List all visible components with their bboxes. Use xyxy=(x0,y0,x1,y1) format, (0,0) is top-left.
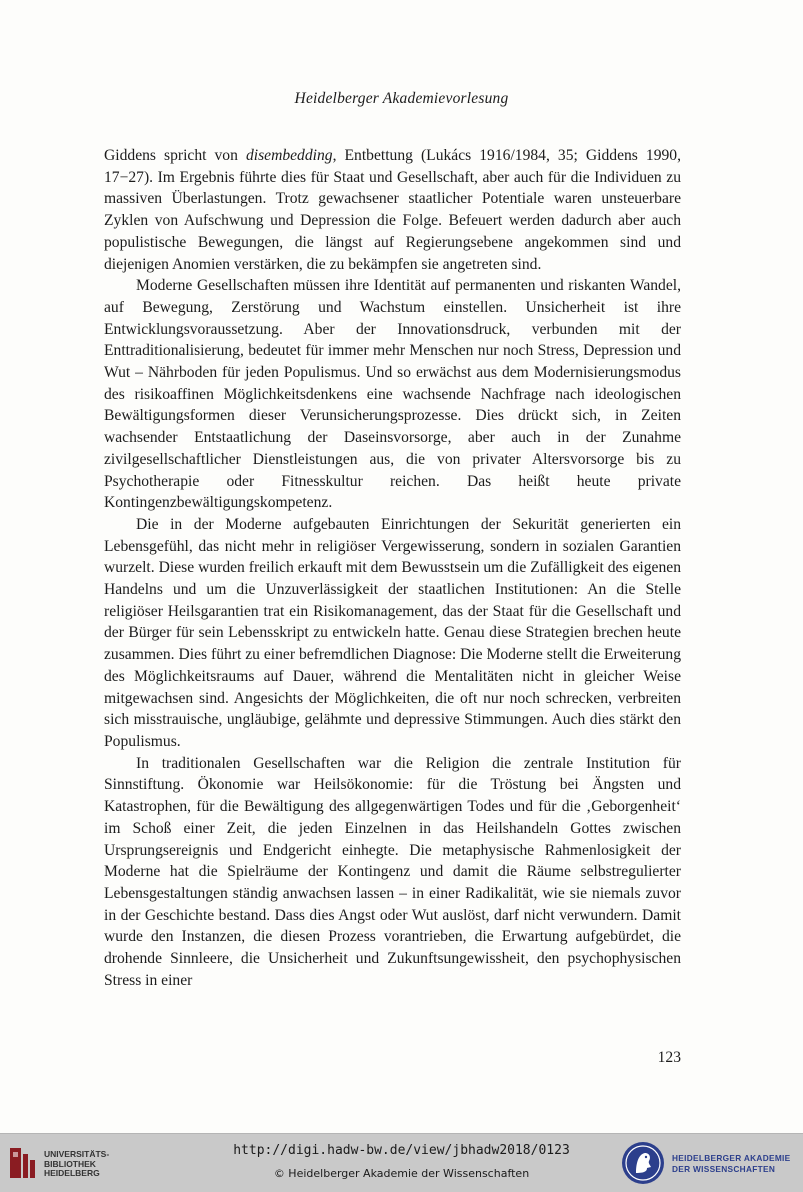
body-paragraph xyxy=(104,275,681,514)
running-head: Heidelberger Akademievorlesung xyxy=(294,90,509,107)
academy-logo-line-1: HEIDELBERGER AKADEMIE xyxy=(672,1153,791,1163)
body-paragraph xyxy=(104,145,681,275)
text-run: , Entbettung (Lukács 1916/1984, 35; Giddens 1990, 17−27). Im Ergebnis führte dies für Staat und Gesellschaft, aber auch für die Individuen zu massiven Überlastungen. Trotz gewachsener staatlicher Potentiale waren unsteuerbare Zyklen von Aufschwung und Depression die Folge. Befeuert werden dadurch aber auch populistische Bewegungen, die längst auf Regierungsebene angekommen sind und diejenigen Anomien verstärken, die zu bekämpfen sie angetreten sind. xyxy=(104,147,681,273)
academy-seal-icon xyxy=(620,1140,666,1186)
text-run: Giddens spricht von xyxy=(104,147,246,164)
body-paragraph xyxy=(104,514,681,753)
page-number: 123 xyxy=(657,1049,681,1066)
viewer-footer xyxy=(0,1133,803,1192)
academy-logo-text xyxy=(672,1153,790,1174)
text-run: In traditionalen Gesellschaften war die Religion die zentrale Institution für Sinnstiftung. Ökonomie war Heilsökonomie: für die Tröstung bei Ängsten und Katastrophen, für die Bewältigung des allgegenwärtigen Todes und für die ‚Geborgenheit‘ im Schoß einer Zeit, die jeden Einzelnen in das Heilshandeln Gottes zwischen Ursprungsereignis und Endgericht einhegte. Die metaphysische Rahmenlosigkeit der Moderne hat die Spielräume der Kontingenz und damit die Räume selbstregulierter Lebensgestaltungen ständig anwachsen lassen – in einer Radikalität, wie sie niemals zuvor in der Geschichte bestand. Dass dies Angst oder Wut auslöst, darf nicht verwundern. Damit wurde den Instanzen, die diesen Prozess vorantrieben, die Erwartung aufgebürdet, die drohende Sinnleere, die Unsicherheit und Zukunftsungewissheit, den psychophysischen Stress in einer xyxy=(104,754,681,989)
academy-logo-line-2: DER WISSENSCHAFTEN xyxy=(672,1163,776,1174)
academy-logo[interactable] xyxy=(620,1140,800,1186)
text-run: Die in der Moderne aufgebauten Einrichtungen der Sekurität generierten ein Lebensgefühl, das nicht mehr in religiöser Vergewisserung, sondern in sozialen Garantien wurzelt. Diese wurden freilich erkauft mit dem Bewusstsein um die Zufälligkeit des eigenen Handelns und um die Unzuverlässigkeit der staatlichen Institutionen: An die Stelle religiöser Heilsgarantien trat ein Risikomanagement, das der Staat für die Gesellschaft und der Bürger für sein Lebensskript zu entwickeln hatte. Genau diese Strategien brechen heute zusammen. Dies führt zu einer befremdlichen Diagnose: Die Moderne stellt die Erweiterung des Möglichkeitsraums auf Dauer, während die Mentalitäten nicht in gleicher Weise mitgewachsen sind. Angesichts der Möglichkeiten, die oft nur noch schrecken, verbreiten sich misstrauische, ungläubige, gelähmte und depressive Stimmungen. Auch dies stärkt den Populismus. xyxy=(104,515,681,750)
library-logo-text: UNIVERSITÄTS- BIBLIOTHEK HEIDELBERG xyxy=(44,1149,110,1178)
copyright-notice: © Heidelberger Akademie der Wissenschaften xyxy=(273,1167,530,1180)
text-run: Moderne Gesellschaften müssen ihre Identität auf permanenten und riskanten Wandel, auf Bewegung, Zerstörung und Wachstum einstellen. Unsicherheit ist ihre Entwicklungsvoraussetzung. Aber der Innovationsdruck, verbunden mit der Enttraditionalisierung, bedeutet für immer mehr Menschen nur noch Stress, Depression und Wut – Nährboden für jeden Populismus. Und so erwächst aus dem Modernisierungsmodus des risikoaffinen Möglichkeitsdenkens eine wachsende Nachfrage nach ideologischen Bewältigungsformen dieser Verunsicherungsprozesse. Dies drückt sich, in Zeiten wachsender Entstaatlichung der Daseinsvorsorge, aber auch in der Zunahme zivilgesellschaftlicher Dienstleistungen aus, die von privater Altersvorsorge bis zu Psychotherapie oder Fitnesskultur reichen. Das heißt heute private Kontingenzbewältigungskompetenz. xyxy=(104,277,681,512)
permalink-url[interactable]: http://digi.hadw-bw.de/view/jbhadw2018/0123 xyxy=(233,1143,570,1158)
body-paragraph xyxy=(104,753,681,992)
italic-term: disembedding xyxy=(245,147,333,164)
body-text xyxy=(104,145,681,991)
